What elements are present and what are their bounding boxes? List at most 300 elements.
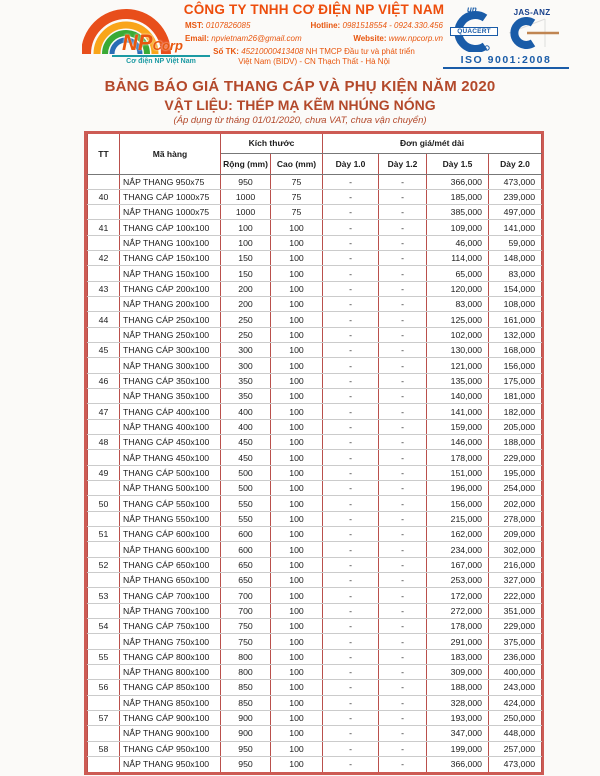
day12-cell: - xyxy=(379,756,427,771)
rong-cell: 750 xyxy=(221,634,271,649)
jas-anz-logo xyxy=(501,8,563,52)
tt-cell: 54 xyxy=(88,619,120,634)
table-row xyxy=(88,741,542,756)
rong-cell: 250 xyxy=(221,327,271,342)
hotline: Hotline: 0981518554 - 0924.330.456 xyxy=(310,21,443,30)
tt-cell xyxy=(88,542,120,557)
table-row xyxy=(88,557,542,572)
cao-cell: 100 xyxy=(271,235,323,250)
ma-hang-cell: NẮP THANG 950x75 xyxy=(120,174,221,189)
cao-cell: 100 xyxy=(271,649,323,664)
table-row xyxy=(88,481,542,496)
rong-cell: 100 xyxy=(221,220,271,235)
tt-cell: 52 xyxy=(88,557,120,572)
cao-cell: 100 xyxy=(271,343,323,358)
day20-cell: 154,000 xyxy=(489,281,542,296)
ma-hang-cell: NẮP THANG 100x100 xyxy=(120,235,221,250)
cao-cell: 100 xyxy=(271,695,323,710)
day20-cell: 181,000 xyxy=(489,389,542,404)
rong-cell: 500 xyxy=(221,481,271,496)
rong-cell: 500 xyxy=(221,465,271,480)
table-row xyxy=(88,649,542,664)
table-row xyxy=(88,266,542,281)
table-row xyxy=(88,327,542,342)
day20-cell: 239,000 xyxy=(489,189,542,204)
day20-cell: 188,000 xyxy=(489,435,542,450)
day12-cell: - xyxy=(379,174,427,189)
day12-cell: - xyxy=(379,389,427,404)
ma-hang-cell: THANG CÁP 950x100 xyxy=(120,741,221,756)
day12-cell: - xyxy=(379,235,427,250)
table-row xyxy=(88,189,542,204)
cao-cell: 100 xyxy=(271,373,323,388)
header-tt: TT xyxy=(88,134,120,174)
tt-cell xyxy=(88,573,120,588)
day10-cell: - xyxy=(323,465,379,480)
logo-np: NP xyxy=(122,30,153,55)
table-row xyxy=(88,235,542,250)
day10-cell: - xyxy=(323,327,379,342)
day20-cell: 168,000 xyxy=(489,343,542,358)
cao-cell: 100 xyxy=(271,281,323,296)
rong-cell: 150 xyxy=(221,251,271,266)
day12-cell: - xyxy=(379,266,427,281)
day10-cell: - xyxy=(323,266,379,281)
rong-cell: 1000 xyxy=(221,205,271,220)
day15-cell: 121,000 xyxy=(427,358,489,373)
day10-cell: - xyxy=(323,312,379,327)
cao-cell: 100 xyxy=(271,665,323,680)
header-ma-hang: Mã hàng xyxy=(120,134,221,174)
tt-cell xyxy=(88,174,120,189)
table-row xyxy=(88,680,542,695)
day10-cell: - xyxy=(323,419,379,434)
rong-cell: 950 xyxy=(221,756,271,771)
ma-hang-cell: NẮP THANG 900x100 xyxy=(120,726,221,741)
rong-cell: 900 xyxy=(221,726,271,741)
cao-cell: 100 xyxy=(271,741,323,756)
day12-cell: - xyxy=(379,419,427,434)
table-body xyxy=(88,174,542,772)
day12-cell: - xyxy=(379,573,427,588)
ma-hang-cell: THANG CÁP 200x100 xyxy=(120,281,221,296)
rong-cell: 650 xyxy=(221,557,271,572)
ma-hang-cell: THANG CÁP 1000x75 xyxy=(120,189,221,204)
day15-cell: 253,000 xyxy=(427,573,489,588)
day10-cell: - xyxy=(323,235,379,250)
day20-cell: 473,000 xyxy=(489,756,542,771)
price-table xyxy=(87,134,542,772)
certification-logos xyxy=(443,5,569,69)
day15-cell: 120,000 xyxy=(427,281,489,296)
day12-cell: - xyxy=(379,450,427,465)
header-rong: Rộng (mm) xyxy=(221,153,271,174)
day10-cell: - xyxy=(323,649,379,664)
header-day-1-0: Dày 1.0 xyxy=(323,153,379,174)
day15-cell: 366,000 xyxy=(427,756,489,771)
ma-hang-cell: THANG CÁP 850x100 xyxy=(120,680,221,695)
table-row xyxy=(88,619,542,634)
day15-cell: 291,000 xyxy=(427,634,489,649)
day15-cell: 162,000 xyxy=(427,527,489,542)
header-day-1-5: Dày 1.5 xyxy=(427,153,489,174)
day12-cell: - xyxy=(379,741,427,756)
mst-hotline-line xyxy=(183,21,445,30)
day15-cell: 328,000 xyxy=(427,695,489,710)
table-row xyxy=(88,251,542,266)
day20-cell: 243,000 xyxy=(489,680,542,695)
day20-cell: 132,000 xyxy=(489,327,542,342)
table-row xyxy=(88,710,542,725)
day15-cell: 188,000 xyxy=(427,680,489,695)
cao-cell: 100 xyxy=(271,327,323,342)
tt-cell xyxy=(88,603,120,618)
ma-hang-cell: NẮP THANG 750x100 xyxy=(120,634,221,649)
day10-cell: - xyxy=(323,511,379,526)
cao-cell: 100 xyxy=(271,251,323,266)
table-row xyxy=(88,281,542,296)
rong-cell: 750 xyxy=(221,619,271,634)
document-titles xyxy=(0,78,600,126)
day12-cell: - xyxy=(379,710,427,725)
table-row xyxy=(88,634,542,649)
day12-cell: - xyxy=(379,496,427,511)
day20-cell: 148,000 xyxy=(489,251,542,266)
table-row xyxy=(88,603,542,618)
ma-hang-cell: THANG CÁP 550x100 xyxy=(120,496,221,511)
table-row xyxy=(88,573,542,588)
table-header xyxy=(88,134,542,174)
ma-hang-cell: THANG CÁP 250x100 xyxy=(120,312,221,327)
tt-cell: 53 xyxy=(88,588,120,603)
day10-cell: - xyxy=(323,665,379,680)
day10-cell: - xyxy=(323,205,379,220)
rong-cell: 900 xyxy=(221,710,271,725)
ma-hang-cell: NẮP THANG 1000x75 xyxy=(120,205,221,220)
ma-hang-cell: NẮP THANG 150x100 xyxy=(120,266,221,281)
quacert-logo xyxy=(443,5,501,52)
day15-cell: 146,000 xyxy=(427,435,489,450)
tt-cell xyxy=(88,297,120,312)
cao-cell: 100 xyxy=(271,404,323,419)
day12-cell: - xyxy=(379,511,427,526)
table-row xyxy=(88,297,542,312)
tt-cell: 49 xyxy=(88,465,120,480)
tt-cell: 44 xyxy=(88,312,120,327)
cao-cell: 75 xyxy=(271,189,323,204)
day15-cell: 178,000 xyxy=(427,450,489,465)
day12-cell: - xyxy=(379,680,427,695)
cao-cell: 100 xyxy=(271,634,323,649)
ma-hang-cell: THANG CÁP 800x100 xyxy=(120,649,221,664)
header-kich-thuoc: Kích thước xyxy=(221,134,323,153)
cao-cell: 100 xyxy=(271,588,323,603)
rong-cell: 400 xyxy=(221,404,271,419)
day15-cell: 125,000 xyxy=(427,312,489,327)
day12-cell: - xyxy=(379,435,427,450)
table-row xyxy=(88,404,542,419)
ma-hang-cell: THANG CÁP 400x100 xyxy=(120,404,221,419)
day15-cell: 272,000 xyxy=(427,603,489,618)
day10-cell: - xyxy=(323,710,379,725)
day20-cell: 229,000 xyxy=(489,450,542,465)
day10-cell: - xyxy=(323,527,379,542)
tt-cell: 51 xyxy=(88,527,120,542)
ma-hang-cell: NẮP THANG 250x100 xyxy=(120,327,221,342)
day15-cell: 366,000 xyxy=(427,174,489,189)
tt-cell: 47 xyxy=(88,404,120,419)
rong-cell: 300 xyxy=(221,358,271,373)
company-name: CÔNG TY TNHH CƠ ĐIỆN NP VIỆT NAM xyxy=(183,2,445,17)
cao-cell: 100 xyxy=(271,756,323,771)
rong-cell: 800 xyxy=(221,665,271,680)
tt-cell: 55 xyxy=(88,649,120,664)
day10-cell: - xyxy=(323,373,379,388)
ma-hang-cell: NẮP THANG 600x100 xyxy=(120,542,221,557)
rong-cell: 550 xyxy=(221,496,271,511)
ma-hang-cell: NẮP THANG 450x100 xyxy=(120,450,221,465)
day15-cell: 199,000 xyxy=(427,741,489,756)
table-row xyxy=(88,435,542,450)
company-info xyxy=(183,2,445,67)
table-row xyxy=(88,665,542,680)
day20-cell: 448,000 xyxy=(489,726,542,741)
cao-cell: 100 xyxy=(271,542,323,557)
day12-cell: - xyxy=(379,358,427,373)
cao-cell: 100 xyxy=(271,511,323,526)
day12-cell: - xyxy=(379,665,427,680)
day15-cell: 135,000 xyxy=(427,373,489,388)
cao-cell: 100 xyxy=(271,527,323,542)
table-row xyxy=(88,496,542,511)
table-row xyxy=(88,343,542,358)
day12-cell: - xyxy=(379,404,427,419)
tt-cell xyxy=(88,419,120,434)
ma-hang-cell: THANG CÁP 450x100 xyxy=(120,435,221,450)
ma-hang-cell: NẮP THANG 400x100 xyxy=(120,419,221,434)
tt-cell: 40 xyxy=(88,189,120,204)
day12-cell: - xyxy=(379,251,427,266)
tt-cell: 57 xyxy=(88,710,120,725)
day15-cell: 130,000 xyxy=(427,343,489,358)
rong-cell: 150 xyxy=(221,266,271,281)
day12-cell: - xyxy=(379,557,427,572)
day10-cell: - xyxy=(323,220,379,235)
day10-cell: - xyxy=(323,726,379,741)
day12-cell: - xyxy=(379,619,427,634)
cao-cell: 100 xyxy=(271,419,323,434)
rong-cell: 850 xyxy=(221,680,271,695)
day12-cell: - xyxy=(379,327,427,342)
tt-cell: 48 xyxy=(88,435,120,450)
rong-cell: 800 xyxy=(221,649,271,664)
page-title: BẢNG BÁO GIÁ THANG CÁP VÀ PHỤ KIỆN NĂM 2020 xyxy=(104,78,496,95)
header-cao: Cao (mm) xyxy=(271,153,323,174)
cao-cell: 75 xyxy=(271,205,323,220)
tt-cell: 45 xyxy=(88,343,120,358)
quacert-label: QUACERT xyxy=(450,27,498,36)
tt-cell xyxy=(88,726,120,741)
validity-note: (Áp dụng từ tháng 01/01/2020, chưa VAT, chưa vận chuyển) xyxy=(173,115,427,126)
cao-cell: 100 xyxy=(271,603,323,618)
day15-cell: 114,000 xyxy=(427,251,489,266)
day12-cell: - xyxy=(379,465,427,480)
cao-cell: 100 xyxy=(271,358,323,373)
day15-cell: 65,000 xyxy=(427,266,489,281)
day10-cell: - xyxy=(323,435,379,450)
ma-hang-cell: NẮP THANG 650x100 xyxy=(120,573,221,588)
ma-hang-cell: THANG CÁP 100x100 xyxy=(120,220,221,235)
day20-cell: 161,000 xyxy=(489,312,542,327)
ma-hang-cell: NẮP THANG 200x100 xyxy=(120,297,221,312)
tt-cell: 58 xyxy=(88,741,120,756)
ma-hang-cell: THANG CÁP 500x100 xyxy=(120,465,221,480)
table-row xyxy=(88,527,542,542)
ma-hang-cell: THANG CÁP 900x100 xyxy=(120,710,221,725)
tt-cell xyxy=(88,481,120,496)
material-subtitle: VẬT LIỆU: THÉP MẠ KẼM NHÚNG NÓNG xyxy=(164,97,436,113)
rong-cell: 700 xyxy=(221,588,271,603)
day15-cell: 141,000 xyxy=(427,404,489,419)
ma-hang-cell: THANG CÁP 300x100 xyxy=(120,343,221,358)
table-row xyxy=(88,419,542,434)
ma-hang-cell: NẮP THANG 850x100 xyxy=(120,695,221,710)
cao-cell: 100 xyxy=(271,557,323,572)
iso-9001-label: ISO 9001:2008 xyxy=(443,54,569,69)
tt-cell: 46 xyxy=(88,373,120,388)
cao-cell: 75 xyxy=(271,174,323,189)
day12-cell: - xyxy=(379,527,427,542)
day20-cell: 302,000 xyxy=(489,542,542,557)
ma-hang-cell: NẮP THANG 950x100 xyxy=(120,756,221,771)
quacert-un-text: un xyxy=(467,5,477,14)
tt-cell: 50 xyxy=(88,496,120,511)
day12-cell: - xyxy=(379,312,427,327)
day15-cell: 178,000 xyxy=(427,619,489,634)
header-day-2-0: Dày 2.0 xyxy=(489,153,542,174)
bank-account-line: Số TK: 45210000413408 NH TMCP Đầu tư và phát triển Việt Nam (BIDV) - CN Thạch Thất - Hà Nội xyxy=(213,47,415,66)
ma-hang-cell: NẮP THANG 300x100 xyxy=(120,358,221,373)
tt-cell xyxy=(88,695,120,710)
day20-cell: 59,000 xyxy=(489,235,542,250)
day12-cell: - xyxy=(379,373,427,388)
rong-cell: 450 xyxy=(221,450,271,465)
day20-cell: 236,000 xyxy=(489,649,542,664)
day15-cell: 193,000 xyxy=(427,710,489,725)
tt-cell xyxy=(88,327,120,342)
table-row xyxy=(88,542,542,557)
day10-cell: - xyxy=(323,189,379,204)
day20-cell: 229,000 xyxy=(489,619,542,634)
table-row xyxy=(88,389,542,404)
email-website-line xyxy=(183,34,445,43)
day12-cell: - xyxy=(379,343,427,358)
table-row xyxy=(88,373,542,388)
day20-cell: 327,000 xyxy=(489,573,542,588)
day12-cell: - xyxy=(379,695,427,710)
rong-cell: 950 xyxy=(221,174,271,189)
rong-cell: 400 xyxy=(221,419,271,434)
day20-cell: 278,000 xyxy=(489,511,542,526)
jas-anz-label: JAS-ANZ xyxy=(513,8,551,17)
logo-corp: Corp xyxy=(152,38,183,53)
rong-cell: 250 xyxy=(221,312,271,327)
header-don-gia: Đơn giá/mét dài xyxy=(323,134,542,153)
rong-cell: 200 xyxy=(221,297,271,312)
email: Email: npvietnam26@gmail.com xyxy=(185,34,302,43)
rong-cell: 600 xyxy=(221,527,271,542)
cao-cell: 100 xyxy=(271,266,323,281)
day12-cell: - xyxy=(379,649,427,664)
cao-cell: 100 xyxy=(271,465,323,480)
table-row xyxy=(88,450,542,465)
day20-cell: 351,000 xyxy=(489,603,542,618)
day10-cell: - xyxy=(323,603,379,618)
day12-cell: - xyxy=(379,220,427,235)
table-row xyxy=(88,511,542,526)
day15-cell: 172,000 xyxy=(427,588,489,603)
website: Website: www.npcorp.vn xyxy=(353,34,443,43)
day20-cell: 108,000 xyxy=(489,297,542,312)
mst: MST: 0107826085 xyxy=(185,21,251,30)
cao-cell: 100 xyxy=(271,450,323,465)
day12-cell: - xyxy=(379,726,427,741)
tt-cell xyxy=(88,266,120,281)
day10-cell: - xyxy=(323,542,379,557)
cao-cell: 100 xyxy=(271,680,323,695)
day20-cell: 209,000 xyxy=(489,527,542,542)
rong-cell: 100 xyxy=(221,235,271,250)
table-row xyxy=(88,312,542,327)
table-row xyxy=(88,465,542,480)
cao-cell: 100 xyxy=(271,435,323,450)
tt-cell: 56 xyxy=(88,680,120,695)
day20-cell: 156,000 xyxy=(489,358,542,373)
ma-hang-cell: THANG CÁP 700x100 xyxy=(120,588,221,603)
ma-hang-cell: NẮP THANG 350x100 xyxy=(120,389,221,404)
table-row xyxy=(88,358,542,373)
day20-cell: 254,000 xyxy=(489,481,542,496)
cao-cell: 100 xyxy=(271,312,323,327)
table-row xyxy=(88,174,542,189)
day20-cell: 424,000 xyxy=(489,695,542,710)
ma-hang-cell: THANG CÁP 600x100 xyxy=(120,527,221,542)
day15-cell: 196,000 xyxy=(427,481,489,496)
cao-cell: 100 xyxy=(271,481,323,496)
tt-cell xyxy=(88,389,120,404)
cao-cell: 100 xyxy=(271,726,323,741)
day12-cell: - xyxy=(379,634,427,649)
tt-cell: 41 xyxy=(88,220,120,235)
day10-cell: - xyxy=(323,619,379,634)
day20-cell: 473,000 xyxy=(489,174,542,189)
rong-cell: 550 xyxy=(221,511,271,526)
document-header xyxy=(0,0,600,70)
tt-cell xyxy=(88,205,120,220)
day10-cell: - xyxy=(323,557,379,572)
day15-cell: 309,000 xyxy=(427,665,489,680)
day10-cell: - xyxy=(323,680,379,695)
cao-cell: 100 xyxy=(271,297,323,312)
day15-cell: 347,000 xyxy=(427,726,489,741)
rong-cell: 950 xyxy=(221,741,271,756)
day10-cell: - xyxy=(323,297,379,312)
day15-cell: 83,000 xyxy=(427,297,489,312)
jas-anz-mark-icon xyxy=(501,17,563,49)
table-row xyxy=(88,695,542,710)
price-table-wrapper xyxy=(84,131,544,775)
day20-cell: 202,000 xyxy=(489,496,542,511)
